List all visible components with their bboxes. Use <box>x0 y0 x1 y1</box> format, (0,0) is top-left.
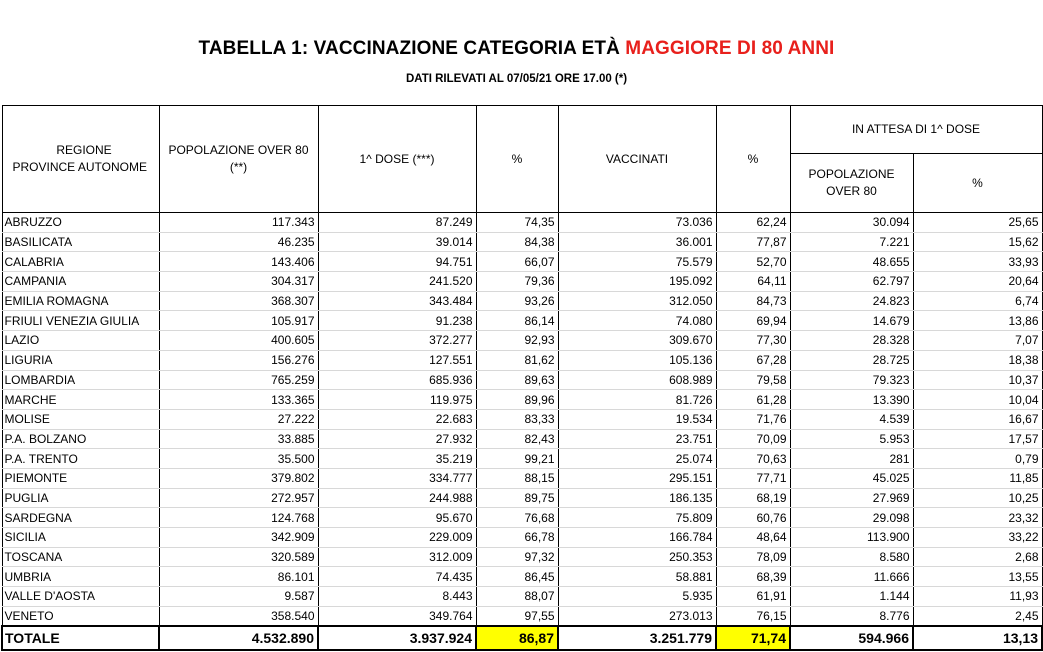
cell-first-dose: 372.277 <box>318 331 476 351</box>
header-population-line2: (**) <box>229 160 248 174</box>
cell-region: VALLE D'AOSTA <box>2 587 159 607</box>
cell-first-dose: 8.443 <box>318 587 476 607</box>
cell-first-dose: 685.936 <box>318 370 476 390</box>
cell-pct1: 88,15 <box>476 468 558 488</box>
header-first-dose: 1^ DOSE (***) <box>318 106 476 213</box>
cell-waiting-pct: 2,45 <box>913 606 1042 626</box>
cell-vaccinated: 312.050 <box>558 291 716 311</box>
cell-population: 143.406 <box>159 252 318 272</box>
cell-waiting-pct: 11,85 <box>913 468 1042 488</box>
cell-waiting-pop: 28.328 <box>790 331 913 351</box>
cell-region: EMILIA ROMAGNA <box>2 291 159 311</box>
cell-pct1: 82,43 <box>476 429 558 449</box>
table-row <box>2 331 1042 351</box>
cell-waiting-pop: 14.679 <box>790 311 913 331</box>
cell-waiting-pop: 281 <box>790 449 913 469</box>
cell-region: MOLISE <box>2 409 159 429</box>
cell-vaccinated: 75.809 <box>558 508 716 528</box>
cell-waiting-pct: 17,57 <box>913 429 1042 449</box>
cell-pct1: 89,63 <box>476 370 558 390</box>
cell-pct2: 60,76 <box>716 508 790 528</box>
cell-population: 304.317 <box>159 272 318 292</box>
cell-pct2: 67,28 <box>716 350 790 370</box>
cell-pct1: 76,68 <box>476 508 558 528</box>
table-row <box>2 587 1042 607</box>
page-subtitle: DATI RILEVATI AL 07/05/21 ORE 17.00 (*) <box>405 73 628 85</box>
header-pct1: % <box>476 106 558 213</box>
cell-pct2: 61,28 <box>716 390 790 410</box>
cell-waiting-pop: 11.666 <box>790 567 913 587</box>
cell-vaccinated: 25.074 <box>558 449 716 469</box>
cell-first-dose: 312.009 <box>318 547 476 567</box>
cell-vaccinated: 608.989 <box>558 370 716 390</box>
cell-pct2: 64,11 <box>716 272 790 292</box>
cell-waiting-pct: 25,65 <box>913 213 1042 233</box>
cell-population: 320.589 <box>159 547 318 567</box>
cell-waiting-pop: 13.390 <box>790 390 913 410</box>
cell-waiting-pct: 33,22 <box>913 528 1042 548</box>
cell-waiting-pop: 62.797 <box>790 272 913 292</box>
table-row <box>2 488 1042 508</box>
cell-pct2: 77,71 <box>716 468 790 488</box>
cell-vaccinated: 36.001 <box>558 232 716 252</box>
cell-vaccinated: 73.036 <box>558 213 716 233</box>
cell-population: 46.235 <box>159 232 318 252</box>
table-row <box>2 370 1042 390</box>
cell-waiting-pct: 10,37 <box>913 370 1042 390</box>
cell-region: SICILIA <box>2 528 159 548</box>
table-header <box>2 106 1042 213</box>
cell-pct2: 70,09 <box>716 429 790 449</box>
cell-pct2: 71,76 <box>716 409 790 429</box>
table-row <box>2 409 1042 429</box>
page-title <box>0 38 1033 60</box>
cell-first-dose: 244.988 <box>318 488 476 508</box>
cell-first-dose: 27.932 <box>318 429 476 449</box>
cell-vaccinated: 81.726 <box>558 390 716 410</box>
cell-region: LOMBARDIA <box>2 370 159 390</box>
cell-pct1: 88,07 <box>476 587 558 607</box>
cell-pct1: 93,26 <box>476 291 558 311</box>
cell-waiting-pop: 8.776 <box>790 606 913 626</box>
table-row <box>2 528 1042 548</box>
table-row <box>2 252 1042 272</box>
cell-vaccinated: 19.534 <box>558 409 716 429</box>
cell-pct1: 83,33 <box>476 409 558 429</box>
cell-population: 342.909 <box>159 528 318 548</box>
cell-pct1: 74,35 <box>476 213 558 233</box>
cell-population: 9.587 <box>159 587 318 607</box>
cell-first-dose: 39.014 <box>318 232 476 252</box>
table-row <box>2 547 1042 567</box>
cell-pct1: 81,62 <box>476 350 558 370</box>
cell-population: 86.101 <box>159 567 318 587</box>
cell-vaccinated: 105.136 <box>558 350 716 370</box>
cell-population: 124.768 <box>159 508 318 528</box>
cell-region: BASILICATA <box>2 232 159 252</box>
cell-region: MARCHE <box>2 390 159 410</box>
cell-vaccinated: 309.670 <box>558 331 716 351</box>
cell-waiting-pop: 28.725 <box>790 350 913 370</box>
header-region-line1: REGIONE <box>56 143 112 157</box>
cell-waiting-pop: 5.953 <box>790 429 913 449</box>
cell-region: PUGLIA <box>2 488 159 508</box>
cell-first-dose: 343.484 <box>318 291 476 311</box>
header-waiting-pop-line2: OVER 80 <box>826 184 877 198</box>
cell-region: LIGURIA <box>2 350 159 370</box>
cell-pct2: 48,64 <box>716 528 790 548</box>
total-vaccinated: 3.251.779 <box>558 626 716 650</box>
cell-population: 368.307 <box>159 291 318 311</box>
cell-pct2: 68,39 <box>716 567 790 587</box>
table-row <box>2 291 1042 311</box>
table-row <box>2 567 1042 587</box>
cell-pct1: 79,36 <box>476 272 558 292</box>
cell-pct2: 79,58 <box>716 370 790 390</box>
cell-population: 379.802 <box>159 468 318 488</box>
cell-first-dose: 35.219 <box>318 449 476 469</box>
cell-population: 35.500 <box>159 449 318 469</box>
cell-pct2: 69,94 <box>716 311 790 331</box>
cell-waiting-pct: 15,62 <box>913 232 1042 252</box>
cell-first-dose: 349.764 <box>318 606 476 626</box>
cell-population: 156.276 <box>159 350 318 370</box>
cell-pct2: 52,70 <box>716 252 790 272</box>
cell-pct2: 70,63 <box>716 449 790 469</box>
cell-first-dose: 229.009 <box>318 528 476 548</box>
cell-vaccinated: 75.579 <box>558 252 716 272</box>
cell-waiting-pop: 1.144 <box>790 587 913 607</box>
cell-waiting-pop: 24.823 <box>790 291 913 311</box>
total-waiting-pop: 594.966 <box>790 626 913 650</box>
cell-region: SARDEGNA <box>2 508 159 528</box>
cell-population: 27.222 <box>159 409 318 429</box>
cell-first-dose: 22.683 <box>318 409 476 429</box>
cell-waiting-pop: 30.094 <box>790 213 913 233</box>
cell-pct1: 86,14 <box>476 311 558 331</box>
cell-pct1: 66,07 <box>476 252 558 272</box>
cell-waiting-pct: 7,07 <box>913 331 1042 351</box>
total-label: TOTALE <box>2 626 159 650</box>
cell-pct1: 97,55 <box>476 606 558 626</box>
cell-population: 133.365 <box>159 390 318 410</box>
cell-first-dose: 241.520 <box>318 272 476 292</box>
table-body <box>2 213 1042 627</box>
cell-region: CAMPANIA <box>2 272 159 292</box>
total-pct1: 86,87 <box>476 626 558 650</box>
cell-pct2: 78,09 <box>716 547 790 567</box>
cell-waiting-pct: 33,93 <box>913 252 1042 272</box>
cell-first-dose: 94.751 <box>318 252 476 272</box>
cell-waiting-pop: 45.025 <box>790 468 913 488</box>
cell-region: P.A. TRENTO <box>2 449 159 469</box>
cell-population: 105.917 <box>159 311 318 331</box>
header-waiting-pct: % <box>913 154 1042 213</box>
cell-pct1: 89,96 <box>476 390 558 410</box>
vaccination-table <box>1 105 1043 651</box>
title-prefix: TABELLA 1: VACCINAZIONE CATEGORIA ETÀ <box>198 38 626 59</box>
cell-waiting-pop: 29.098 <box>790 508 913 528</box>
table-row <box>2 449 1042 469</box>
cell-waiting-pct: 23,32 <box>913 508 1042 528</box>
header-region-line2: PROVINCE AUTONOME <box>12 160 147 174</box>
cell-pct2: 62,24 <box>716 213 790 233</box>
cell-vaccinated: 250.353 <box>558 547 716 567</box>
cell-first-dose: 95.670 <box>318 508 476 528</box>
table-row <box>2 429 1042 449</box>
header-population <box>159 106 318 213</box>
cell-vaccinated: 58.881 <box>558 567 716 587</box>
cell-region: P.A. BOLZANO <box>2 429 159 449</box>
cell-waiting-pop: 27.969 <box>790 488 913 508</box>
cell-pct1: 97,32 <box>476 547 558 567</box>
cell-population: 33.885 <box>159 429 318 449</box>
total-population: 4.532.890 <box>159 626 318 650</box>
cell-pct1: 84,38 <box>476 232 558 252</box>
header-population-line1: POPOLAZIONE OVER 80 <box>168 143 309 157</box>
cell-waiting-pct: 6,74 <box>913 291 1042 311</box>
table-row <box>2 232 1042 252</box>
cell-waiting-pop: 79.323 <box>790 370 913 390</box>
table-row <box>2 311 1042 331</box>
cell-vaccinated: 23.751 <box>558 429 716 449</box>
cell-vaccinated: 195.092 <box>558 272 716 292</box>
cell-population: 358.540 <box>159 606 318 626</box>
cell-waiting-pct: 16,67 <box>913 409 1042 429</box>
total-waiting-pct: 13,13 <box>913 626 1042 650</box>
table-row <box>2 213 1042 233</box>
cell-region: PIEMONTE <box>2 468 159 488</box>
cell-pct1: 99,21 <box>476 449 558 469</box>
total-row <box>2 626 1042 650</box>
cell-region: FRIULI VENEZIA GIULIA <box>2 311 159 331</box>
cell-region: TOSCANA <box>2 547 159 567</box>
cell-first-dose: 119.975 <box>318 390 476 410</box>
header-region <box>2 106 159 213</box>
cell-vaccinated: 186.135 <box>558 488 716 508</box>
cell-region: VENETO <box>2 606 159 626</box>
cell-region: ABRUZZO <box>2 213 159 233</box>
cell-population: 765.259 <box>159 370 318 390</box>
cell-waiting-pct: 13,86 <box>913 311 1042 331</box>
cell-waiting-pct: 10,04 <box>913 390 1042 410</box>
table-row <box>2 350 1042 370</box>
table-row <box>2 390 1042 410</box>
cell-region: LAZIO <box>2 331 159 351</box>
cell-first-dose: 74.435 <box>318 567 476 587</box>
cell-waiting-pop: 8.580 <box>790 547 913 567</box>
cell-population: 272.957 <box>159 488 318 508</box>
cell-pct1: 66,78 <box>476 528 558 548</box>
cell-first-dose: 87.249 <box>318 213 476 233</box>
cell-waiting-pct: 13,55 <box>913 567 1042 587</box>
total-first-dose: 3.937.924 <box>318 626 476 650</box>
cell-waiting-pct: 18,38 <box>913 350 1042 370</box>
cell-waiting-pct: 0,79 <box>913 449 1042 469</box>
cell-population: 117.343 <box>159 213 318 233</box>
cell-waiting-pct: 11,93 <box>913 587 1042 607</box>
cell-pct1: 86,45 <box>476 567 558 587</box>
cell-waiting-pop: 4.539 <box>790 409 913 429</box>
table-row <box>2 508 1042 528</box>
cell-pct1: 89,75 <box>476 488 558 508</box>
cell-region: CALABRIA <box>2 252 159 272</box>
cell-pct2: 61,91 <box>716 587 790 607</box>
cell-waiting-pop: 48.655 <box>790 252 913 272</box>
total-pct2: 71,74 <box>716 626 790 650</box>
cell-first-dose: 127.551 <box>318 350 476 370</box>
cell-vaccinated: 273.013 <box>558 606 716 626</box>
cell-waiting-pop: 113.900 <box>790 528 913 548</box>
cell-vaccinated: 74.080 <box>558 311 716 331</box>
cell-first-dose: 91.238 <box>318 311 476 331</box>
cell-vaccinated: 5.935 <box>558 587 716 607</box>
table-row <box>2 606 1042 626</box>
cell-waiting-pop: 7.221 <box>790 232 913 252</box>
cell-waiting-pct: 10,25 <box>913 488 1042 508</box>
cell-pct2: 77,30 <box>716 331 790 351</box>
table-footer <box>2 626 1042 650</box>
cell-pct2: 76,15 <box>716 606 790 626</box>
cell-pct1: 92,93 <box>476 331 558 351</box>
title-highlight: MAGGIORE DI 80 ANNI <box>625 38 835 59</box>
cell-region: UMBRIA <box>2 567 159 587</box>
cell-waiting-pct: 20,64 <box>913 272 1042 292</box>
table-row <box>2 468 1042 488</box>
cell-pct2: 84,73 <box>716 291 790 311</box>
cell-pct2: 77,87 <box>716 232 790 252</box>
table-row <box>2 272 1042 292</box>
cell-first-dose: 334.777 <box>318 468 476 488</box>
header-waiting-group: IN ATTESA DI 1^ DOSE <box>790 106 1042 154</box>
cell-vaccinated: 295.151 <box>558 468 716 488</box>
cell-population: 400.605 <box>159 331 318 351</box>
cell-pct2: 68,19 <box>716 488 790 508</box>
header-waiting-population <box>790 154 913 213</box>
header-vaccinated: VACCINATI <box>558 106 716 213</box>
header-waiting-pop-line1: POPOLAZIONE <box>808 167 895 181</box>
header-pct2: % <box>716 106 790 213</box>
cell-waiting-pct: 2,68 <box>913 547 1042 567</box>
cell-vaccinated: 166.784 <box>558 528 716 548</box>
